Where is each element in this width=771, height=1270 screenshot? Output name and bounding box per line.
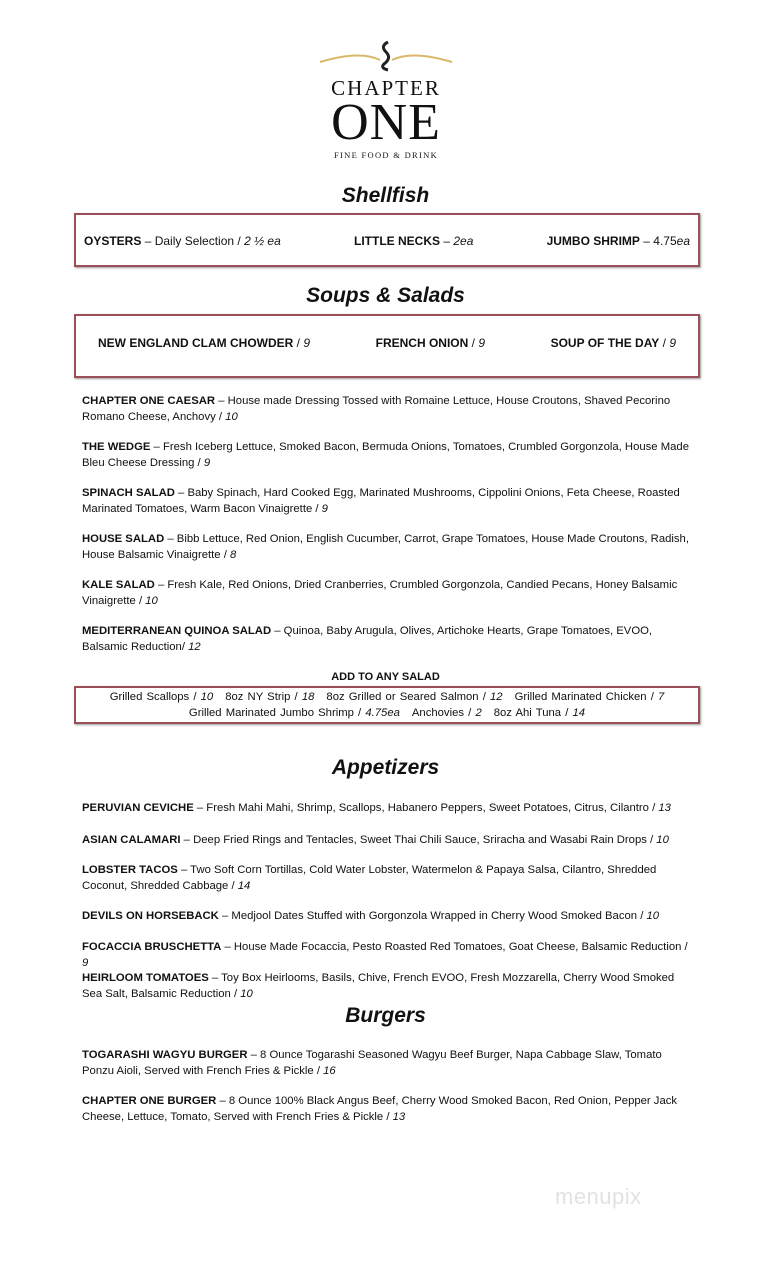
item-price: 13 (658, 802, 671, 814)
item-price: 12 (188, 641, 201, 653)
item-price: 9 (303, 336, 311, 350)
add-on-name: 8oz Ahi Tuna / (493, 707, 573, 719)
item-price: 10 (240, 988, 253, 1000)
add-on-name: Anchovies / (411, 707, 476, 719)
item-description: / (468, 336, 479, 350)
item-description: – Fresh Iceberg Lettuce, Smoked Bacon, Bermuda Onions, Tomatoes, Crumbled Gorgonzola, House Made Bleu Cheese Dressing / (82, 441, 689, 469)
item-name: FRENCH ONION (375, 336, 469, 350)
item-price: 2 ½ ea (244, 234, 281, 248)
item-description: – Medjool Dates Stuffed with Gorgonzola Wrapped in Cherry Wood Smoked Bacon / (218, 910, 647, 922)
item-price: 14 (237, 880, 251, 892)
item-description: – Baby Spinach, Hard Cooked Egg, Marinated Mushrooms, Cippolini Onions, Feta Cheese, Roasted Marinated Tomatoes, Warm Bacon Vinaigrette / (82, 487, 680, 515)
salad-item (82, 485, 692, 517)
item-name: JUMBO SHRIMP (546, 234, 640, 248)
item-description: – (440, 234, 454, 248)
appetizer-item (82, 832, 692, 848)
shellfish-box (74, 213, 700, 267)
item-name: CHAPTER ONE BURGER (82, 1095, 217, 1107)
add-on-name: Grilled Scallops / (109, 691, 201, 703)
item-name: FOCACCIA BRUSCHETTA (82, 941, 222, 953)
item-price: 9 (321, 503, 328, 515)
item-price: 10 (145, 595, 158, 607)
item-name: THE WEDGE (82, 441, 151, 453)
item-price: 16 (323, 1065, 336, 1077)
item-name: PERUVIAN CEVICHE (82, 802, 194, 814)
salad-item (82, 439, 692, 471)
item-name: OYSTERS (84, 234, 142, 248)
add-on-price: 12 (490, 691, 503, 703)
item-name: MEDITERRANEAN QUINOA SALAD (82, 625, 272, 637)
shellfish-item (547, 234, 690, 248)
add-on-name: Grilled Marinated Jumbo Shrimp / (188, 707, 366, 719)
item-price: 8 (229, 549, 237, 561)
item-price: 2ea (453, 234, 474, 248)
logo-line-1: CHAPTER (331, 76, 441, 100)
salad-item (82, 531, 692, 563)
soup-item (98, 336, 310, 350)
item-price: 9 (203, 457, 211, 469)
item-description: – 4.75 (639, 234, 677, 248)
add-to-salad-box (74, 686, 700, 724)
item-description: – Two Soft Corn Tortillas, Cold Water Lobster, Watermelon & Papaya Salsa, Cilantro, Shredded Coconut, Shredded Cabbage / (82, 864, 657, 892)
item-description: – Daily Selection / (141, 234, 245, 248)
appetizer-item (82, 862, 692, 894)
add-on-name: 8oz Grilled or Seared Salmon / (326, 691, 491, 703)
section-heading-appetizers: Appetizers (331, 756, 440, 779)
item-price: 9 (669, 336, 676, 350)
logo-tagline: FINE FOOD & DRINK (333, 150, 439, 160)
burger-item (82, 1047, 692, 1079)
item-description: – Bibb Lettuce, Red Onion, English Cucumber, Carrot, Grape Tomatoes, House Made Croutons, Radish, House Balsamic Vinaigrette / (82, 533, 689, 561)
item-description: – Deep Fried Rings and Tentacles, Sweet Thai Chili Sauce, Sriracha and Wasabi Rain Drops / (180, 834, 657, 846)
logo-line-2: ONE (331, 94, 441, 151)
item-price: 9 (82, 957, 89, 969)
item-price: ea (676, 234, 690, 248)
item-description: – Fresh Mahi Mahi, Shrimp, Scallops, Habanero Peppers, Sweet Potatoes, Citrus, Cilantro / (193, 802, 659, 814)
item-description: – 8 Ounce 100% Black Angus Beef, Cherry Wood Smoked Bacon, Red Onion, Pepper Jack Cheese, Lettuce, Tomato, Served with French Fries & Pickle / (82, 1095, 678, 1123)
item-price: 10 (646, 910, 660, 922)
item-name: SPINACH SALAD (82, 487, 175, 499)
section-heading-burgers: Burgers (345, 1004, 426, 1027)
add-to-salad-label: ADD TO ANY SALAD (331, 671, 440, 683)
add-on-name: Grilled Marinated Chicken / (514, 691, 658, 703)
logo-ornament-icon (300, 38, 472, 72)
salad-item (82, 393, 692, 425)
shellfish-item (84, 234, 281, 248)
item-description: / (293, 336, 304, 350)
item-name: CHAPTER ONE CAESAR (82, 395, 216, 407)
soup-item (376, 336, 485, 350)
item-name: LOBSTER TACOS (82, 864, 178, 876)
item-name: HEIRLOOM TOMATOES (82, 972, 209, 984)
item-name: SOUP OF THE DAY (550, 336, 660, 350)
item-description: – 8 Ounce Togarashi Seasoned Wagyu Beef Burger, Napa Cabbage Slaw, Tomato Ponzu Aioli, Served with French Fries & Pickle / (82, 1049, 662, 1077)
appetizer-item (82, 970, 692, 1002)
add-on-name: 8oz NY Strip / (225, 691, 302, 703)
item-name: HOUSE SALAD (82, 533, 165, 545)
section-heading-shellfish: Shellfish (341, 184, 430, 207)
restaurant-logo (300, 38, 472, 160)
add-on-price: 18 (301, 691, 315, 703)
add-on-price: 7 (657, 691, 665, 703)
item-price: 10 (225, 411, 238, 423)
burger-item (82, 1093, 692, 1125)
add-on-price: 4.75ea (365, 707, 400, 719)
appetizer-item (82, 908, 692, 924)
salad-item (82, 623, 692, 655)
item-name: KALE SALAD (82, 579, 155, 591)
section-heading-soups-salads: Soups & Salads (306, 284, 465, 307)
item-price: 9 (478, 336, 485, 350)
soup-item (551, 336, 676, 350)
item-price: 13 (392, 1111, 406, 1123)
salad-item (82, 577, 692, 609)
item-description: / (659, 336, 670, 350)
item-name: TOGARASHI WAGYU BURGER (82, 1049, 248, 1061)
shellfish-item (354, 234, 473, 248)
add-on-price: 10 (200, 691, 214, 703)
item-name: NEW ENGLAND CLAM CHOWDER (98, 336, 294, 350)
item-name: DEVILS ON HORSEBACK (82, 910, 219, 922)
add-on-price: 2 (475, 707, 482, 719)
item-description: – House made Dressing Tossed with Romaine Lettuce, House Croutons, Shaved Pecorino Romano Cheese, Anchovy / (82, 395, 671, 423)
add-on-price: 14 (572, 707, 586, 719)
item-description: – Quinoa, Baby Arugula, Olives, Artichoke Hearts, Grape Tomatoes, EVOO, Balsamic Reduction/ (82, 625, 653, 653)
item-description: – Fresh Kale, Red Onions, Dried Cranberries, Crumbled Gorgonzola, Candied Pecans, Honey Balsamic Vinaigrette / (82, 579, 678, 607)
item-description: – Toy Box Heirlooms, Basils, Chive, French EVOO, Fresh Mozzarella, Cherry Wood Smoked Sea Salt, Balsamic Reduction / (82, 972, 675, 1000)
item-name: LITTLE NECKS (354, 234, 440, 248)
appetizer-item (82, 800, 692, 816)
item-price: 10 (656, 834, 669, 846)
appetizer-item (82, 939, 692, 971)
soups-box (74, 314, 700, 378)
item-name: ASIAN CALAMARI (82, 834, 181, 846)
item-description: – House Made Focaccia, Pesto Roasted Red Tomatoes, Goat Cheese, Balsamic Reduction / (221, 941, 688, 953)
menupix-watermark: menupix (555, 1184, 642, 1209)
